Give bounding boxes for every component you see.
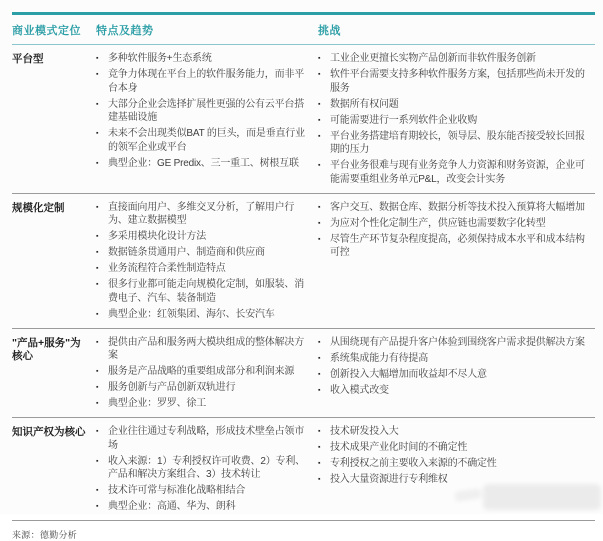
list-item-text: 很多行业都可能走向规模化定制，如服装、消费电子、汽车、装备制造 <box>108 279 304 304</box>
list-item-text: 业务流程符合柔性制造特点 <box>108 263 226 274</box>
bullet-icon: ▪ <box>96 281 99 288</box>
list-item <box>318 159 587 186</box>
bullet-icon: ▪ <box>96 130 99 137</box>
bullet-icon: ▪ <box>318 386 321 394</box>
list-item-text: 客户交互、数据仓库、数据分析等技术投入预算将大幅增加 <box>330 201 585 213</box>
list-item <box>318 384 587 398</box>
table-row <box>12 45 595 194</box>
bullet-icon: ▪ <box>318 354 321 362</box>
list-item-text: 典型企业：高通、华为、朗科 <box>108 501 236 512</box>
table-body <box>12 45 595 521</box>
bullet-icon: ▪ <box>318 219 321 227</box>
row-label: 平台型 <box>12 53 44 65</box>
column-header-business-model: 商业模式定位 <box>12 25 81 37</box>
bullet-icon: ▪ <box>96 428 99 435</box>
list-item-text: 企业往往通过专利战略，形成技术壁垒占领市场 <box>108 426 304 451</box>
list-item <box>96 425 310 452</box>
list-item-text: 软件平台需要支持多种软件服务方案，包括那些尚未开发的服务 <box>330 69 585 94</box>
bullet-icon: ▪ <box>96 368 99 375</box>
list-item-text: 提供由产品和服务两大模块组成的整体解决方案 <box>108 336 304 361</box>
bullet-icon: ▪ <box>96 487 99 494</box>
list-item <box>96 246 310 260</box>
list-item <box>96 336 310 363</box>
list-item-text: 收入来源：1）专利授权许可收费、2）专利、产品和解决方案组合、3）技术转让 <box>108 455 305 480</box>
list-item <box>318 425 587 439</box>
challenges-list <box>318 336 595 414</box>
list-item-text: 服务是产品战略的重要组成部分和利润来源 <box>108 366 295 377</box>
bullet-icon: ▪ <box>96 159 99 167</box>
list-item-text: 技术研发投入大 <box>330 426 399 437</box>
list-item <box>318 130 587 157</box>
bullet-icon: ▪ <box>318 338 321 346</box>
features-list <box>96 336 318 414</box>
bullet-icon: ▪ <box>96 233 99 240</box>
list-item <box>96 201 310 228</box>
bullet-icon: ▪ <box>96 400 99 407</box>
table-row <box>12 329 595 419</box>
bullet-icon: ▪ <box>96 384 99 391</box>
list-item <box>318 201 587 215</box>
bullet-icon: ▪ <box>96 249 99 256</box>
column-header-features-trends: 特点及趋势 <box>96 25 154 37</box>
list-item <box>318 233 587 260</box>
list-item-text: 大部分企业会选择扩展性更强的公有云平台搭建基础设施 <box>108 98 304 123</box>
list-item-text: 可能需要进行一系列软件企业收购 <box>330 114 477 126</box>
list-item <box>96 365 310 379</box>
list-item-text: 从围绕现有产品提升客户体验到围绕客户需求提供解决方案 <box>330 336 585 348</box>
features-list <box>96 425 318 516</box>
features-list <box>96 52 318 189</box>
list-item-text: 专利授权之前主要收入来源的不确定性 <box>330 458 497 469</box>
bullet-icon: ▪ <box>318 55 321 62</box>
list-item-text: 技术成果产业化时间的不确定性 <box>330 442 468 453</box>
list-item <box>96 230 310 244</box>
list-item <box>96 278 310 305</box>
bullet-icon: ▪ <box>96 457 99 465</box>
list-item-text: 技术许可常与标准化战略相结合 <box>108 485 246 496</box>
list-item-text: 数据链条贯通用户、制造商和供应商 <box>108 247 265 258</box>
list-item <box>96 500 310 514</box>
list-item-text: 竞争力体现在平台上的软件服务能力，而非平台本身 <box>108 69 304 94</box>
bullet-icon: ▪ <box>96 310 99 318</box>
row-label: 知识产权为核心 <box>12 426 86 438</box>
list-item-text: 直接面向用户、多维交叉分析，了解用户行为、建立数据模型 <box>108 201 295 226</box>
bullet-icon: ▪ <box>96 503 99 510</box>
bullet-icon: ▪ <box>96 100 99 108</box>
list-item-text: 平台业务很难与现有业务竞争人力资源和财务资源，企业可能需要重组业务单元P&L，改变会计实务 <box>330 160 585 185</box>
bullet-icon: ▪ <box>96 265 99 272</box>
list-item <box>96 455 310 482</box>
list-item-text: 系统集成能力有待提高 <box>330 352 428 364</box>
list-item-text: 尽管生产环节复杂程度提高，必须保持成本水平和成本结构可控 <box>330 233 585 258</box>
row-label: "产品+服务"为核心 <box>12 336 81 362</box>
list-item-text: 多采用模块化设计方法 <box>108 231 206 242</box>
bullet-icon: ▪ <box>96 338 99 346</box>
bullet-icon: ▪ <box>318 476 321 483</box>
list-item-text: 服务创新与产品创新双轨进行 <box>108 382 236 393</box>
bullet-icon: ▪ <box>96 203 99 211</box>
bullet-icon: ▪ <box>318 203 321 211</box>
bullet-icon: ▪ <box>318 132 321 140</box>
list-item-text: 未来不会出现类似BAT 的巨头，而是垂直行业的领军企业或平台 <box>108 128 305 153</box>
table-header-row <box>12 15 595 45</box>
list-item-text: 工业企业更擅长实物产品创新而非软件服务创新 <box>330 53 536 64</box>
list-item <box>96 98 310 125</box>
bullet-icon: ▪ <box>318 235 321 243</box>
bullet-icon: ▪ <box>318 116 321 124</box>
list-item <box>96 262 310 276</box>
row-label: 规模化定制 <box>12 201 65 214</box>
list-item-text: 投入大量资源进行专利维权 <box>330 474 448 485</box>
list-item <box>96 484 310 498</box>
features-list <box>96 201 318 324</box>
list-item <box>318 336 587 350</box>
list-item <box>318 217 587 231</box>
list-item-text: 创新投入大幅增加而收益却不尽人意 <box>330 368 487 380</box>
list-item-text: 数据所有权问题 <box>330 98 399 110</box>
challenges-list <box>318 201 595 324</box>
table-row <box>12 194 595 329</box>
list-item <box>96 127 310 154</box>
list-item <box>96 308 310 322</box>
list-item-text: 典型企业：GE Predix、三一重工、树根互联 <box>108 157 299 169</box>
list-item <box>318 457 587 471</box>
bullet-icon: ▪ <box>318 460 321 467</box>
bullet-icon: ▪ <box>318 370 321 378</box>
list-item <box>96 381 310 395</box>
source-note: 来源：德勤分析 <box>12 530 78 540</box>
list-item <box>318 441 587 455</box>
bullet-icon: ▪ <box>96 71 99 78</box>
bullet-icon: ▪ <box>96 55 99 62</box>
watermark <box>483 484 601 510</box>
list-item <box>96 68 310 95</box>
list-item-text: 平台业务搭建培育期较长，领导层、股东能否接受较长回报期的压力 <box>330 130 585 155</box>
list-item-text: 多种软件服务+生态系统 <box>108 53 212 64</box>
column-header-challenges: 挑战 <box>318 25 341 37</box>
list-item-text: 典型企业：红领集团、海尔、长安汽车 <box>108 308 275 320</box>
list-item-text: 典型企业：罗罗、徐工 <box>108 398 206 409</box>
list-item <box>96 52 310 66</box>
list-item <box>96 157 310 171</box>
list-item <box>318 98 587 112</box>
list-item <box>318 368 587 382</box>
list-item <box>318 114 587 128</box>
bullet-icon: ▪ <box>318 162 321 169</box>
bullet-icon: ▪ <box>318 100 321 108</box>
list-item <box>318 52 587 66</box>
list-item-text: 收入模式改变 <box>330 384 389 396</box>
bullet-icon: ▪ <box>318 428 321 435</box>
bullet-icon: ▪ <box>318 71 321 78</box>
list-item <box>318 68 587 95</box>
bullet-icon: ▪ <box>318 444 321 451</box>
list-item <box>96 397 310 411</box>
list-item <box>318 352 587 366</box>
challenges-list <box>318 52 595 189</box>
list-item-text: 为应对个性化定制生产，供应链也需要数字化转型 <box>330 217 546 229</box>
